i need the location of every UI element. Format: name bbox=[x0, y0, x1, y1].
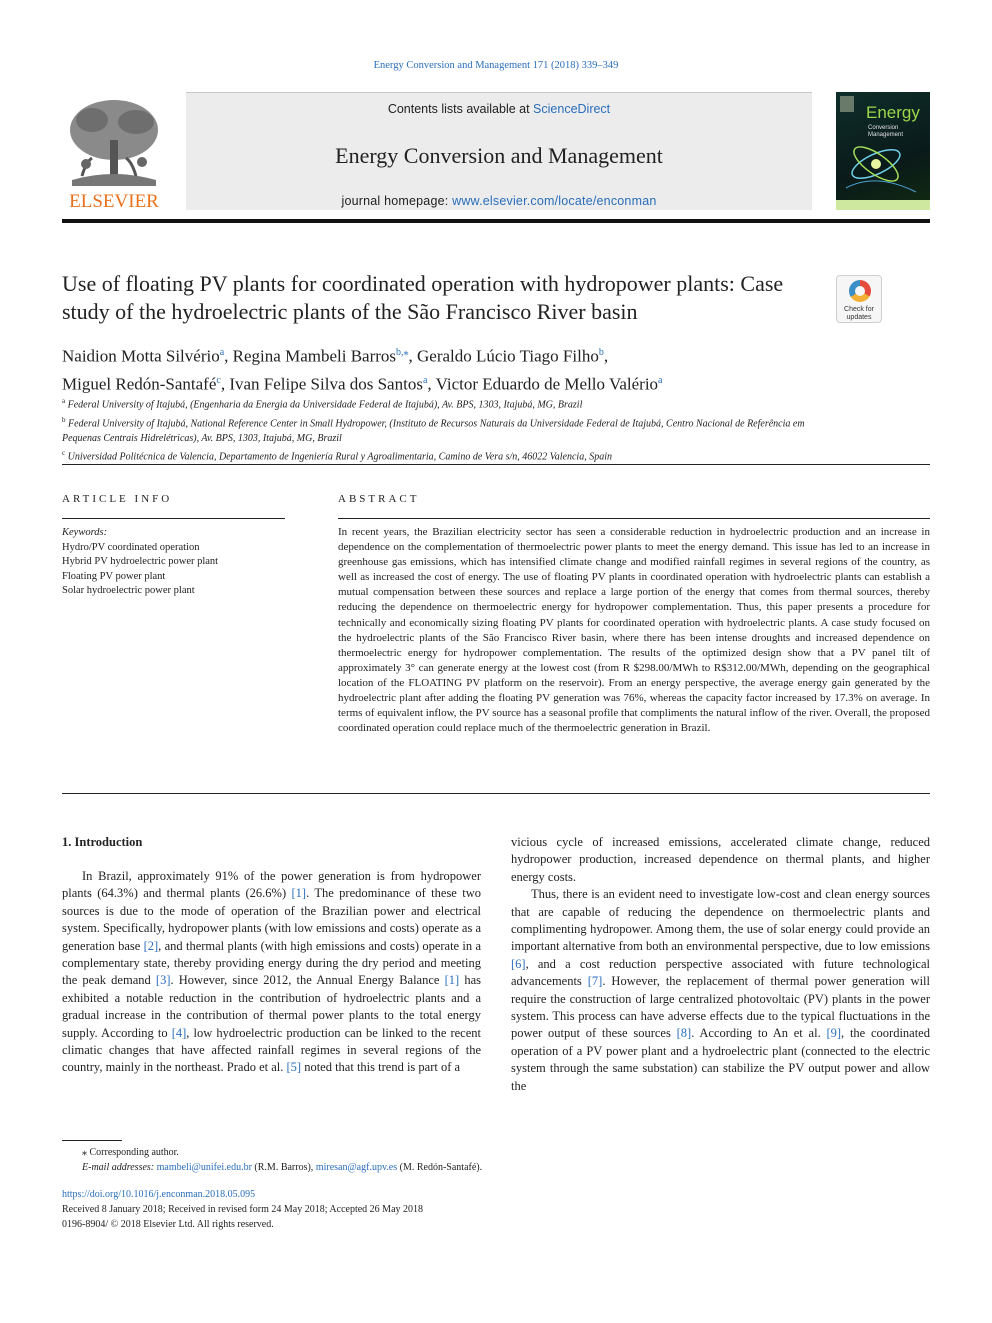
crossmark-label: Check for updates bbox=[844, 306, 874, 321]
body-text-run: . According to An et al. bbox=[691, 1026, 827, 1041]
author-name[interactable]: Victor Eduardo de Mello Valério bbox=[435, 374, 659, 394]
body-text-run: has exhibited a notable reduction in the contribution of hydroelectric plants and a gradual increase in the contribution of thermal power plants to the total energy supply. According to bbox=[62, 973, 482, 1040]
reference-link[interactable]: [3] bbox=[155, 973, 171, 988]
homepage-link[interactable]: www.elsevier.com/locate/enconman bbox=[452, 194, 657, 208]
keywords-label: Keywords: bbox=[62, 527, 108, 538]
affiliation-item bbox=[62, 446, 832, 465]
body-text-run: . However, since 2012, the Annual Energy Balance bbox=[170, 973, 445, 988]
email-owner-redon: (M. Redón-Santafé). bbox=[397, 1162, 483, 1173]
body-text-run: vicious cycle of increased emissions, accelerated climate change, reduced hydropower production, increased dependence on thermal plants, and higher energy costs. bbox=[511, 835, 930, 884]
author-separator: , bbox=[224, 346, 233, 366]
body-paragraph bbox=[511, 834, 930, 886]
affiliation-text: Federal University of Itajubá, National Reference Center in Small Hydropower, (Instituto de Recursos Naturais da Universidade Federal de Itajubá, Centro Nacional de Referência em Pequenas Centrais Hidrelétricas), Av. BPS, 1303, Itajubá, MG, Brazil bbox=[62, 418, 805, 444]
journal-homepage-line bbox=[186, 194, 812, 208]
journal-name: Energy Conversion and Management bbox=[335, 143, 663, 168]
copyright: 0196-8904/ © 2018 Elsevier Ltd. All rights reserved. bbox=[62, 1219, 274, 1230]
author-separator: , bbox=[603, 346, 609, 366]
keyword-item: Hybrid PV hydroelectric power plant bbox=[62, 556, 219, 567]
article-title: Use of floating PV plants for coordinated operation with hydropower plants: Case study of the hydroelectric plants of the São Francisco River basin bbox=[62, 271, 784, 324]
author-affiliation-marker[interactable]: b,⁎ bbox=[396, 347, 409, 358]
author-affiliation-marker[interactable]: a bbox=[219, 347, 225, 358]
keyword-item: Hydro/PV coordinated operation bbox=[62, 541, 200, 553]
affiliation-item bbox=[62, 394, 832, 413]
crossmark-icon bbox=[849, 280, 871, 302]
journal-cover-image[interactable] bbox=[836, 92, 930, 210]
corresponding-author-note: ⁎ Corresponding author. bbox=[82, 1147, 179, 1158]
article-info-heading: ARTICLE INFO bbox=[62, 493, 173, 505]
body-column-left bbox=[62, 868, 481, 1077]
abstract-divider bbox=[338, 518, 930, 519]
author-affiliation-marker[interactable]: a bbox=[422, 374, 428, 386]
reference-link[interactable]: [5] bbox=[286, 1060, 302, 1075]
keyword-item: Solar hydroelectric power plant bbox=[62, 585, 195, 596]
section-divider bbox=[62, 464, 930, 465]
reference-link[interactable]: [4] bbox=[171, 1025, 187, 1040]
reference-link[interactable]: [6] bbox=[511, 956, 526, 971]
cover-title: Energy bbox=[866, 103, 920, 122]
elsevier-logo[interactable] bbox=[62, 92, 166, 210]
affiliation-text: Universidad Politécnica de Valencia, Departamento de Ingeniería Rural y Agroalimentaria, Camino de Vera s/n, 46022 Valencia, Spain bbox=[65, 451, 612, 463]
author-line-2 bbox=[62, 369, 892, 397]
affiliation-text: Federal University of Itajubá, (Engenharia da Energia da Universidade Federal de Itajubá), Av. BPS, 1303, Itajubá, MG, Brazil bbox=[65, 399, 583, 411]
author-name[interactable]: Miguel Redón-Santafé bbox=[62, 374, 217, 394]
body-text-run: . The predominance of these two sources is due to the mode of operation of the Brazilian power and electrical system. Specifically, hydropower plants (with low emissions and costs) operate as a generation base bbox=[62, 886, 481, 953]
abstract-heading: ABSTRACT bbox=[338, 493, 420, 505]
email-addresses bbox=[62, 1160, 762, 1175]
journal-citation[interactable]: Energy Conversion and Management 171 (2018) 339–349 bbox=[373, 60, 619, 71]
author-separator: , bbox=[408, 346, 418, 366]
body-paragraph bbox=[511, 886, 930, 1095]
reference-link[interactable]: [2] bbox=[143, 938, 159, 953]
body-text-run: , low hydroelectric production can be linked to the recent climatic changes that have affected rainfall regimes in several regions of the country, mainly in the northeast. Prado et al. bbox=[62, 1025, 481, 1075]
affiliation-marker: a bbox=[62, 397, 66, 405]
keyword-item: Floating PV power plant bbox=[62, 570, 166, 582]
body-text-run: . However, the replacement of thermal power generation will require the construction of large centralized photovoltaic (PV) plants in the power system. This process can have adverse effects due to the typical fluctuations in the power output of these sources bbox=[511, 974, 930, 1041]
author-name[interactable]: Regina Mambeli Barros bbox=[232, 346, 397, 366]
body-text-run: Thus, there is an evident need to investigate low-cost and clean energy sources that are capable of reducing the dependence on thermoelectric plants and complimenting hydropower. Among them, the use of solar energy could provide an important alternative from both an environmental perspective, due to low emissions bbox=[511, 887, 930, 954]
sciencedirect-link[interactable]: ScienceDirect bbox=[533, 102, 611, 116]
check-for-updates-badge[interactable] bbox=[836, 275, 882, 323]
affiliation-item bbox=[62, 413, 832, 446]
body-text-run: noted that this trend is part of a bbox=[301, 1060, 461, 1075]
author-line-1 bbox=[62, 341, 892, 369]
cover-subtitle-1: Conversion bbox=[868, 125, 899, 131]
homepage-prefix: journal homepage: bbox=[341, 194, 453, 208]
author-affiliation-marker[interactable]: b bbox=[598, 347, 604, 358]
affiliation-list bbox=[62, 394, 832, 465]
email-link-redon[interactable]: miresan@agf.upv.es bbox=[315, 1162, 398, 1173]
body-text-run: In Brazil, approximately 91% of the power generation is from hydropower plants (64.3%) and thermal plants (26.6%) bbox=[62, 869, 481, 901]
footnotes bbox=[62, 1145, 762, 1175]
cover-subtitle-2: Management bbox=[868, 132, 904, 138]
author-affiliation-marker[interactable]: a bbox=[658, 374, 663, 386]
article-info-divider bbox=[62, 518, 285, 519]
section-heading-introduction: 1. Introduction bbox=[62, 835, 143, 849]
header-divider bbox=[62, 219, 930, 223]
cover-strip bbox=[836, 200, 930, 210]
keywords-block bbox=[62, 526, 285, 599]
journal-header-box bbox=[186, 92, 812, 210]
abstract-end-divider bbox=[62, 793, 930, 794]
publication-info bbox=[62, 1187, 662, 1232]
keyword-list bbox=[62, 541, 285, 599]
email-label: E-mail addresses: bbox=[82, 1162, 157, 1173]
author-name[interactable]: Geraldo Lúcio Tiago Filho bbox=[417, 346, 599, 366]
author-name[interactable]: Ivan Felipe Silva dos Santos bbox=[229, 374, 423, 394]
body-text-run: , and thermal plants (with high emissions and costs) operate in a complementary state, thereby providing energy during the dry period and meeting the peak demand bbox=[62, 938, 481, 988]
email-link-barros[interactable]: mambeli@unifei.edu.br bbox=[156, 1162, 252, 1173]
cover-subtitle bbox=[868, 125, 903, 139]
footnote-divider bbox=[62, 1140, 122, 1141]
author-separator: , bbox=[427, 374, 436, 394]
reference-link[interactable]: [1] bbox=[291, 886, 307, 901]
affiliation-marker: b bbox=[62, 415, 66, 424]
contents-prefix: Contents lists available at bbox=[387, 102, 534, 116]
affiliation-marker: c bbox=[62, 449, 66, 458]
reference-link[interactable]: [7] bbox=[587, 974, 603, 989]
reference-link[interactable]: [1] bbox=[444, 973, 460, 988]
elsevier-wordmark: ELSEVIER bbox=[69, 191, 159, 210]
journal-masthead bbox=[62, 92, 930, 212]
received-dates: Received 8 January 2018; Received in revised form 24 May 2018; Accepted 26 May 2018 bbox=[62, 1204, 424, 1215]
author-list bbox=[62, 341, 892, 396]
abstract-text: In recent years, the Brazilian electricity sector has seen a considerable reduction in hydroelectric production and an increase in dependence on the complementation of thermoelectric power plants to meet the energy demand. This issue has led to an increase in greenhouse gas emissions, which has intensified climate change and modified rainfall regimes in several regions of the country, as well as increased the cost of energy. The use of floating PV plants in coordinated operation with hydroelectric plants can establish a mutual compensation between these sources and replace a large portion of the energy that comes from thermal sources, thereby reducing the dependence on thermoelectric energy for hydropower complementation. Thus, this paper presents a procedure for technically and economically sizing floating PV plants for coordinated operation with hydroelectric plants. A case study focused on the hydroelectric plants of the São Francisco River basin, where there has been intense droughts and increased dependence on thermoelectric energy for hydropower complementation. The results of the optimized design show that a PV panel tilt of approximately 3° can generate energy at the lowest cost (from R $298.00/MWh to R$312.00/MWh, depending on the geographical location of the FLOATING PV platform on the reservoir). From an energy perspective, the average energy gain generated by the hydroelectric plant after adding the floating PV generation was 76%, whereas the capacity factor increased by 17.3% on average. In terms of equivalent inflow, the PV source has a seasonal profile that compliments the natural inflow of the river. Overall, the proposed coordinated operation could replace much of the thermoelectric generation in Brazil. bbox=[338, 526, 930, 735]
author-affiliation-marker[interactable]: c bbox=[216, 374, 221, 386]
contents-available-line bbox=[186, 102, 812, 116]
body-text-run: , and a cost reduction perspective associated with future technological advancements bbox=[511, 956, 930, 989]
doi-link[interactable]: https://doi.org/10.1016/j.enconman.2018.05.095 bbox=[62, 1189, 256, 1200]
reference-link[interactable]: [9] bbox=[826, 1026, 842, 1041]
body-column-right bbox=[511, 834, 930, 1095]
body-text-run: , the coordinated operation of a PV power plant and a hydroelectric plant (connected to the electric system through the same substation) can stabilize the PV output power and allow the bbox=[511, 1026, 930, 1093]
author-separator: , bbox=[220, 374, 230, 394]
email-owner-barros: (R.M. Barros), bbox=[251, 1162, 316, 1173]
reference-link[interactable]: [8] bbox=[676, 1026, 692, 1041]
author-name[interactable]: Naidion Motta Silvério bbox=[62, 346, 220, 366]
